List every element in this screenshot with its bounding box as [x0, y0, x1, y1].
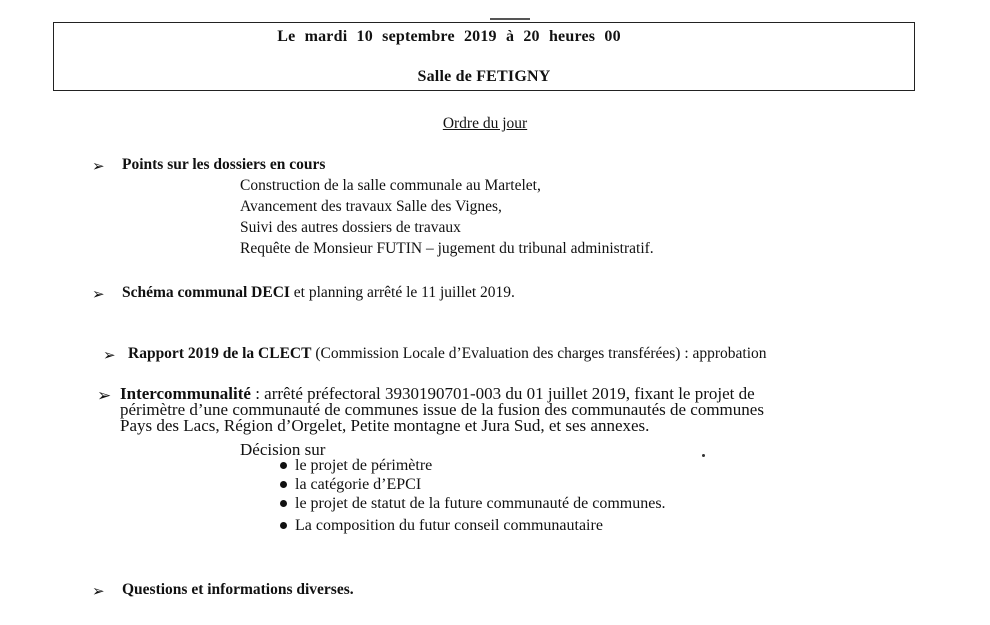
item4-title: Intercommunalité: [120, 384, 251, 403]
decision-bullet-1-text: le projet de périmètre: [295, 457, 433, 474]
item1-line-4: Requête de Monsieur FUTIN – jugement du tribunal administratif.: [240, 240, 654, 257]
item3-text: (Commission Locale d’Evaluation des charges transférées) : approbation: [311, 345, 767, 362]
meeting-place: Salle de FETIGNY: [417, 68, 551, 85]
bullet-dot-icon: [280, 462, 287, 469]
arrow-bullet-icon: ➢: [92, 285, 105, 303]
item1-line-2: Avancement des travaux Salle des Vignes,: [240, 198, 502, 215]
arrow-bullet-icon: ➢: [92, 582, 105, 600]
decision-bullet-4-text: La composition du futur conseil communautaire: [295, 517, 603, 534]
item3-title: Rapport 2019 de la CLECT: [128, 345, 312, 362]
meeting-date: Le mardi 10 septembre 2019 à 20 heures 00: [277, 28, 621, 45]
bullet-dot-icon: [280, 481, 287, 488]
decision-bullet-1: [280, 457, 432, 475]
bullet-dot-icon: [280, 500, 287, 507]
decision-bullet-2-text: la catégorie d’EPCI: [295, 476, 422, 493]
decision-bullet-3: [280, 495, 666, 513]
decision-bullet-4: [280, 517, 603, 535]
item1-title: Points sur les dossiers en cours: [122, 156, 326, 173]
arrow-bullet-icon: ➢: [92, 157, 105, 175]
item2-text: et planning arrêté le 11 juillet 2019.: [289, 284, 515, 301]
item2-title: Schéma communal DECI: [122, 284, 290, 301]
item5-title: Questions et informations diverses.: [122, 581, 354, 598]
item4-line-2: périmètre d’une communauté de communes issue de la fusion des communautés de communes: [120, 400, 764, 419]
header-box: [53, 22, 915, 91]
item1-line-1: Construction de la salle communale au Martelet,: [240, 177, 541, 194]
decision-bullet-3-text: le projet de statut de la future communauté de communes.: [295, 495, 666, 512]
scan-mark-top: [490, 18, 530, 20]
item1-line-3: Suivi des autres dossiers de travaux: [240, 219, 461, 236]
item4-text: [120, 386, 910, 434]
item4-line-3: Pays des Lacs, Région d’Orgelet, Petite montagne et Jura Sud, et ses annexes.: [120, 416, 650, 435]
item4-line-1-text: : arrêté préfectoral 3930190701-003 du 01 juillet 2019, fixant le projet de: [250, 384, 755, 403]
item2-row: [122, 284, 515, 302]
bullet-dot-icon: [280, 522, 287, 529]
arrow-bullet-icon: ➢: [97, 386, 112, 406]
item3-row: [128, 345, 767, 363]
decision-label: Décision sur: [240, 440, 326, 459]
arrow-bullet-icon: ➢: [103, 346, 116, 364]
decision-bullet-2: [280, 476, 421, 494]
scan-speck: [702, 454, 705, 457]
agenda-title: Ordre du jour: [442, 115, 528, 132]
